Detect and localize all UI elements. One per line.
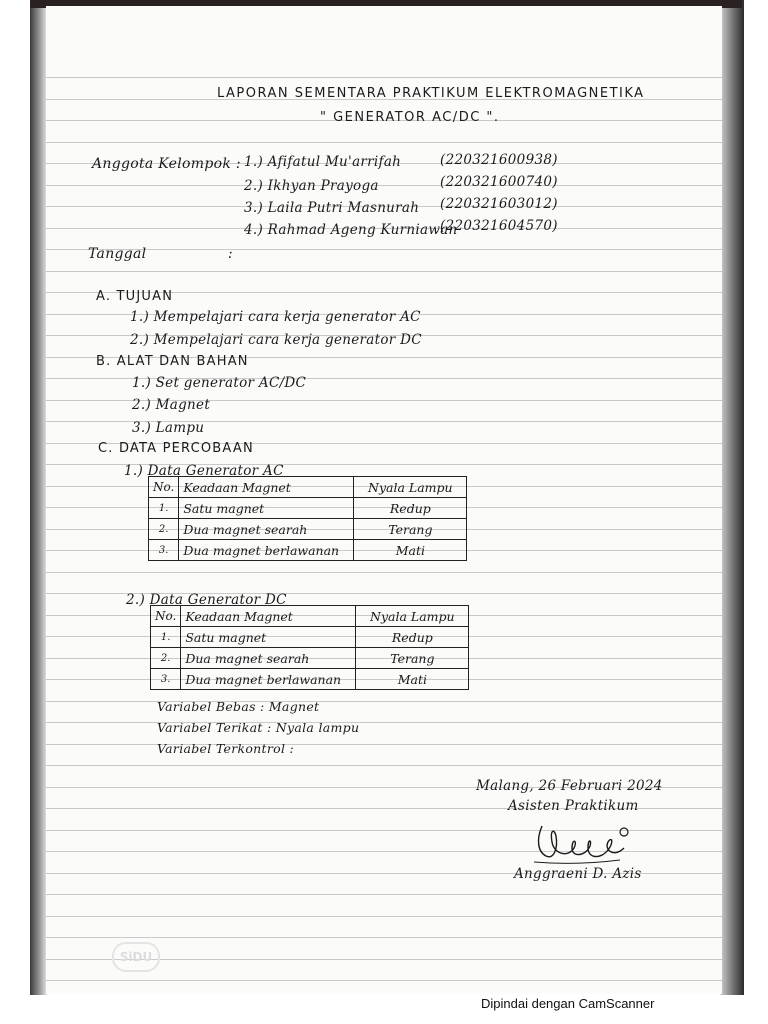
member-name-2: 2.) Ikhyan Prayoga <box>244 178 379 194</box>
generator-dc-table <box>150 605 469 690</box>
cell-magnet-state: Dua magnet berlawanan <box>181 669 356 690</box>
ruled-line <box>46 980 722 981</box>
ruled-line <box>46 185 722 186</box>
member-nim-1: (220321600938) <box>440 152 558 168</box>
cell-magnet-state: Dua magnet searah <box>179 519 354 540</box>
cell-no: 1. <box>151 627 181 648</box>
header-magnet-state: Keadaan Magnet <box>179 477 354 498</box>
members-label: Anggota Kelompok : <box>92 156 241 172</box>
date-label: Tanggal <box>88 246 147 262</box>
ruled-line <box>46 701 722 702</box>
header-no: No. <box>149 477 179 498</box>
ruled-line <box>46 142 722 143</box>
section-a-heading: A. TUJUAN <box>96 289 174 304</box>
member-name-1: 1.) Afifatul Mu'arrifah <box>244 154 402 170</box>
ruled-line <box>46 916 722 917</box>
ruled-line <box>46 271 722 272</box>
header-lamp: Nyala Lampu <box>354 477 467 498</box>
equipment-1: 1.) Set generator AC/DC <box>132 375 307 391</box>
equipment-2: 2.) Magnet <box>132 397 211 413</box>
cell-no: 3. <box>151 669 181 690</box>
member-name-4: 4.) Rahmad Ageng Kurniawan <box>244 222 458 238</box>
camscanner-footer: Dipindai dengan CamScanner <box>481 996 655 1011</box>
ruled-line <box>46 744 722 745</box>
assistant-name: Anggraeni D. Azis <box>514 866 642 882</box>
table-header-row <box>151 606 469 627</box>
objective-1: 1.) Mempelajari cara kerja generator AC <box>130 309 421 325</box>
cell-lamp: Terang <box>356 648 469 669</box>
variable-independent: Variabel Bebas : Magnet <box>157 699 320 714</box>
header-no: No. <box>151 606 181 627</box>
table-ac-caption: 1.) Data Generator AC <box>124 463 284 479</box>
header-magnet-state: Keadaan Magnet <box>181 606 356 627</box>
page-right-edge-shadow <box>720 0 744 995</box>
sidu-watermark-logo: SiDU <box>112 942 160 972</box>
cell-magnet-state: Satu magnet <box>179 498 354 519</box>
cell-magnet-state: Satu magnet <box>181 627 356 648</box>
cell-no: 2. <box>151 648 181 669</box>
cell-lamp: Terang <box>354 519 467 540</box>
cell-magnet-state: Dua magnet berlawanan <box>179 540 354 561</box>
cell-lamp: Mati <box>356 669 469 690</box>
ruled-line <box>46 937 722 938</box>
cell-no: 2. <box>149 519 179 540</box>
ruled-line <box>46 894 722 895</box>
table-row <box>149 540 467 561</box>
member-nim-2: (220321600740) <box>440 174 558 190</box>
table-row <box>151 627 469 648</box>
assistant-label: Asisten Praktikum <box>508 798 639 814</box>
ruled-line <box>46 572 722 573</box>
header-lamp: Nyala Lampu <box>356 606 469 627</box>
cell-lamp: Mati <box>354 540 467 561</box>
report-title-line1: LAPORAN SEMENTARA PRAKTIKUM ELEKTROMAGNETIKA <box>217 86 645 101</box>
ruled-line <box>46 77 722 78</box>
report-title-line2: " GENERATOR AC/DC ". <box>320 110 500 125</box>
cell-lamp: Redup <box>354 498 467 519</box>
generator-ac-table <box>148 476 467 561</box>
date-colon: : <box>228 246 233 262</box>
cell-no: 1. <box>149 498 179 519</box>
table-header-row <box>149 477 467 498</box>
table-dc-caption: 2.) Data Generator DC <box>126 592 287 608</box>
objective-2: 2.) Mempelajari cara kerja generator DC <box>130 332 422 348</box>
member-name-3: 3.) Laila Putri Masnurah <box>244 200 420 216</box>
member-nim-3: (220321603012) <box>440 196 558 212</box>
ruled-line <box>46 249 722 250</box>
equipment-3: 3.) Lampu <box>132 420 205 436</box>
variable-dependent: Variabel Terikat : Nyala lampu <box>157 720 360 735</box>
table-row <box>151 669 469 690</box>
member-nim-4: (220321604570) <box>440 218 558 234</box>
table-row <box>151 648 469 669</box>
ruled-line <box>46 765 722 766</box>
place-and-date: Malang, 26 Februari 2024 <box>476 778 663 794</box>
section-b-heading: B. ALAT DAN BAHAN <box>96 354 249 369</box>
section-c-heading: C. DATA PERCOBAAN <box>98 441 254 456</box>
cell-magnet-state: Dua magnet searah <box>181 648 356 669</box>
table-row <box>149 498 467 519</box>
cell-no: 3. <box>149 540 179 561</box>
variable-controlled: Variabel Terkontrol : <box>157 741 295 756</box>
cell-lamp: Redup <box>356 627 469 648</box>
ruled-line <box>46 722 722 723</box>
table-row <box>149 519 467 540</box>
